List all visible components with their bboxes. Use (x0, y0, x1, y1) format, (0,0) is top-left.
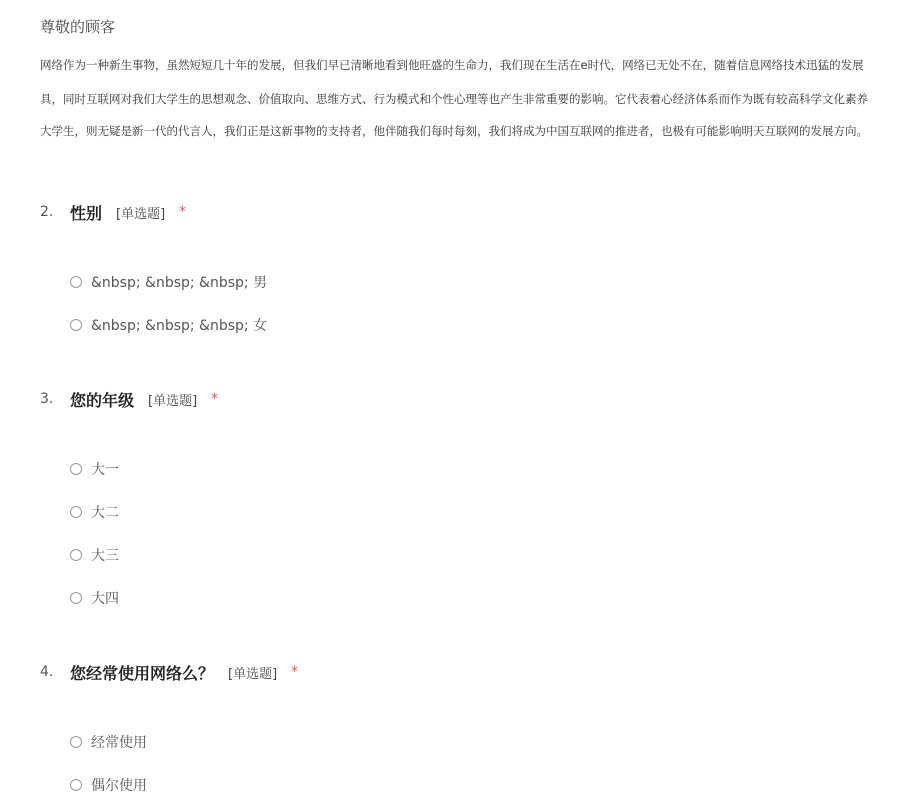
question-type-label: [单选题] (148, 393, 198, 409)
radio-button-icon[interactable] (70, 276, 82, 288)
required-star-icon: * (179, 204, 187, 220)
question-title: 您的年级 (70, 390, 135, 410)
radio-button-icon[interactable] (70, 506, 82, 518)
radio-button-icon[interactable] (70, 549, 82, 561)
option-label[interactable]: 大二 (91, 505, 119, 521)
radio-button-icon[interactable] (70, 463, 82, 475)
intro-paragraph-line-2: 具，同时互联网对我们大学生的思想观念、价值取向、思维方式、行为模式和个性心理等也产生非常重要的影响。它代表着心经济体系而作为既有较高科学文化素养 (40, 92, 868, 106)
question-number: 2. (40, 204, 54, 220)
question-2-header (40, 200, 186, 224)
option-label[interactable]: 大一 (91, 462, 119, 478)
option-male[interactable] (70, 271, 267, 293)
question-number: 3. (40, 391, 54, 407)
option-label[interactable]: 大三 (91, 548, 119, 564)
option-female[interactable] (70, 314, 267, 336)
question-4-header (40, 660, 298, 684)
question-title: 您经常使用网络么？ (70, 663, 215, 683)
question-number: 4. (40, 664, 54, 680)
radio-button-icon[interactable] (70, 592, 82, 604)
greeting-title: 尊敬的顾客 (40, 18, 116, 36)
required-star-icon: * (211, 391, 219, 407)
option-junior[interactable] (70, 544, 119, 566)
radio-button-icon[interactable] (70, 779, 82, 791)
option-label[interactable]: 经常使用 (91, 735, 147, 751)
option-label[interactable]: 偶尔使用 (91, 778, 147, 794)
question-title: 性别 (70, 203, 103, 223)
question-3-header (40, 387, 218, 411)
option-occasionally[interactable] (70, 774, 147, 796)
option-frequently[interactable] (70, 731, 147, 753)
intro-paragraph-line-1: 网络作为一种新生事物，虽然短短几十年的发展，但我们早已清晰地看到他旺盛的生命力，我们现在生活在e时代，网络已无处不在，随着信息网络技术迅猛的发展 (40, 58, 864, 72)
radio-button-icon[interactable] (70, 736, 82, 748)
required-star-icon: * (291, 664, 299, 680)
option-label[interactable]: &nbsp; &nbsp; &nbsp; 男 (91, 275, 268, 291)
option-label[interactable]: 大四 (91, 591, 119, 607)
option-sophomore[interactable] (70, 501, 119, 523)
option-freshman[interactable] (70, 458, 119, 480)
option-senior[interactable] (70, 587, 119, 609)
question-type-label: [单选题] (228, 666, 278, 682)
intro-paragraph-line-3: 大学生，则无疑是新一代的代言人，我们正是这新事物的支持者，他伴随我们每时每刻，我们将成为中国互联网的推进者，也极有可能影响明天互联网的发展方向。 (40, 124, 868, 138)
option-label[interactable]: &nbsp; &nbsp; &nbsp; 女 (91, 318, 268, 334)
question-type-label: [单选题] (116, 206, 166, 222)
radio-button-icon[interactable] (70, 319, 82, 331)
